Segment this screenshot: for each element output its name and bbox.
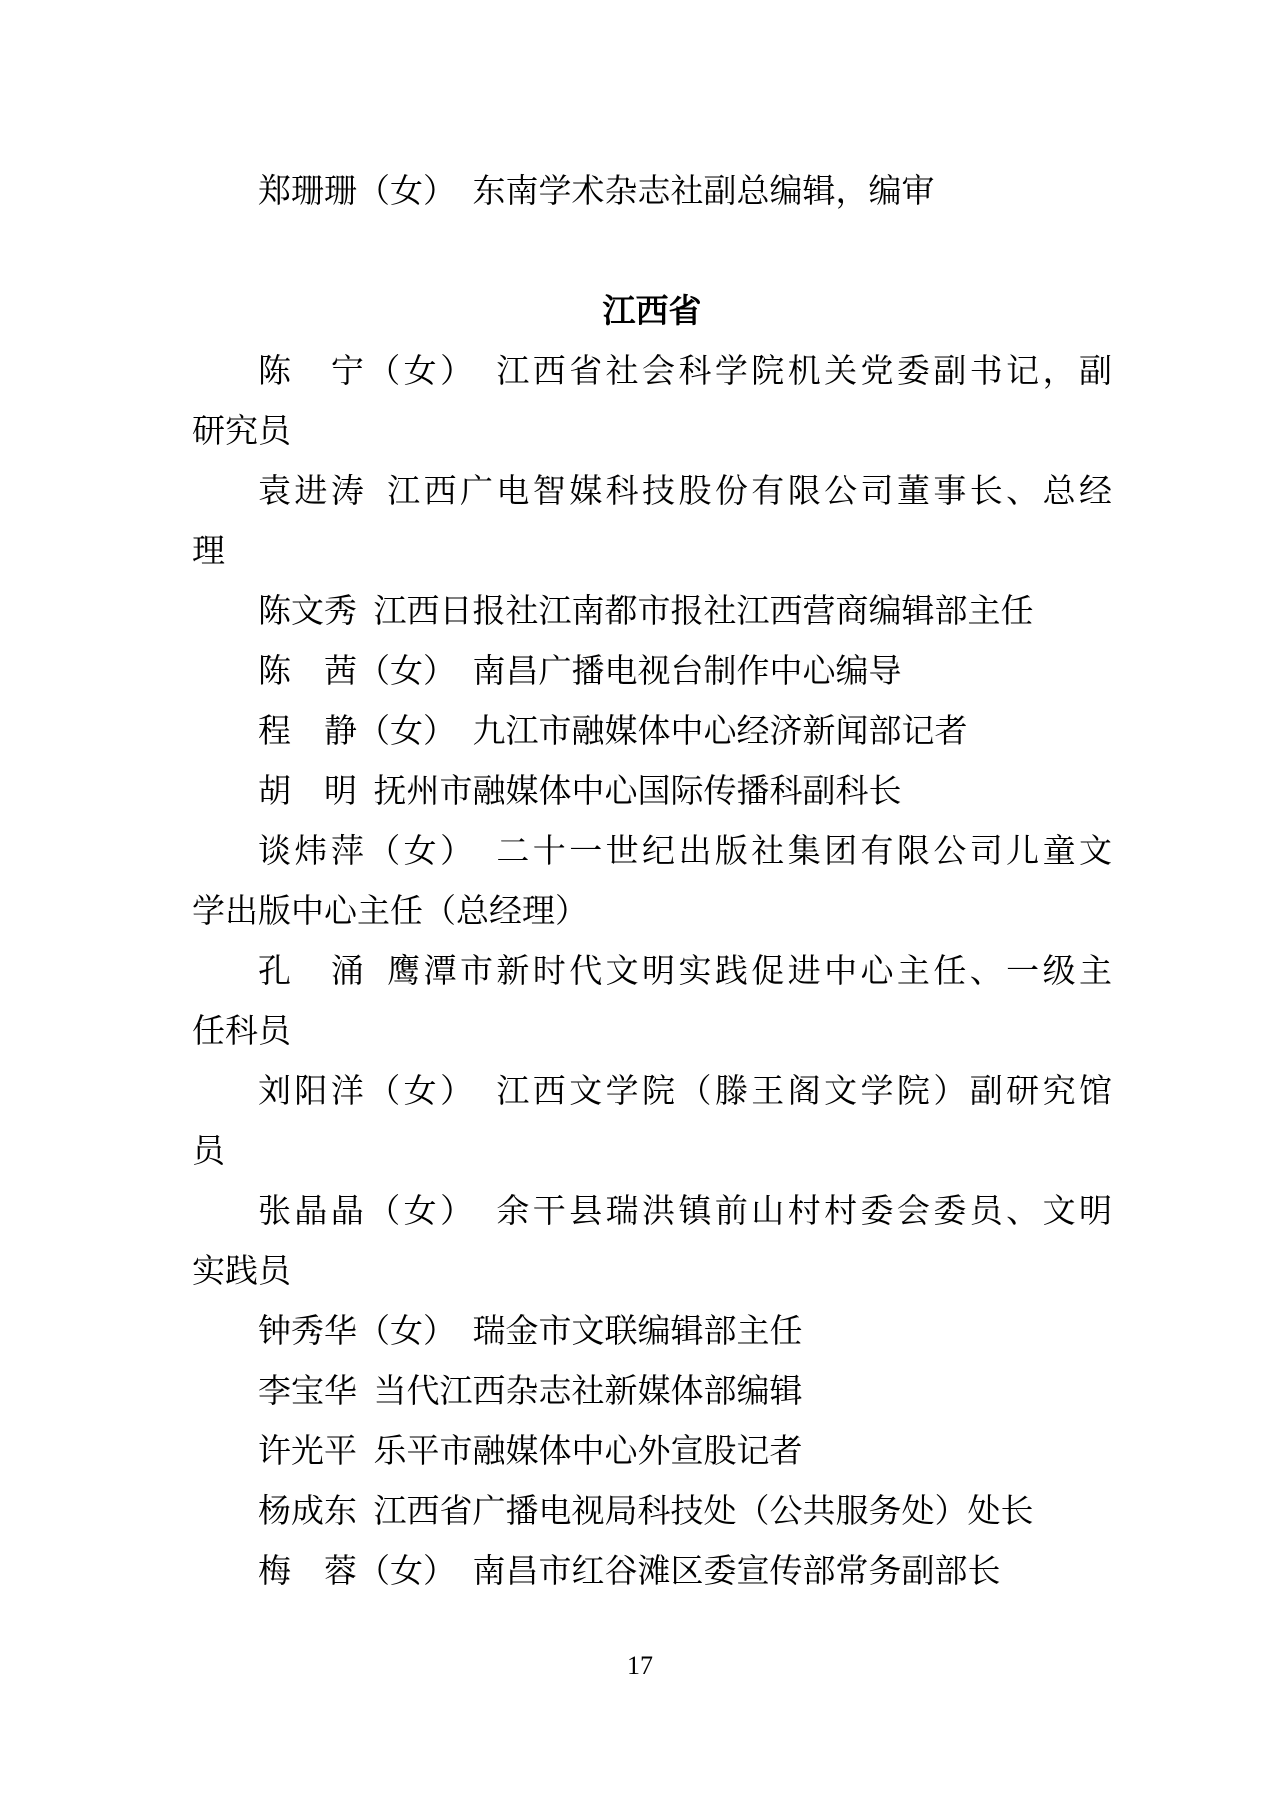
entry-line: 实践员 [192, 1252, 291, 1289]
entry-line: 杨成东 江西省广播电视局科技处（公共服务处）处长 [258, 1492, 1034, 1529]
page-number: 17 [627, 1651, 653, 1680]
entry-line: 胡 明 抚州市融媒体中心国际传播科副科长 [258, 772, 902, 809]
entry-line: 郑珊珊（女） 东南学术杂志社副总编辑，编审 [258, 172, 935, 209]
section-heading: 江西省 [602, 292, 702, 329]
entry-line: 研究员 [192, 412, 291, 449]
entry-line: 孔 涌 鹰潭市新时代文明实践促进中心主任、一级主 [258, 952, 1112, 989]
entry-line: 李宝华 当代江西杂志社新媒体部编辑 [258, 1372, 803, 1409]
entry-line: 刘阳洋（女） 江西文学院（滕王阁文学院）副研究馆 [258, 1072, 1112, 1109]
entry-line: 张晶晶（女） 余干县瑞洪镇前山村村委会委员、文明 [258, 1192, 1112, 1229]
entry-line: 陈 茜（女） 南昌广播电视台制作中心编导 [258, 652, 902, 689]
entry-line: 程 静（女） 九江市融媒体中心经济新闻部记者 [258, 712, 968, 749]
entry-line: 学出版中心主任（总经理） [192, 892, 588, 929]
entry-line: 梅 蓉（女） 南昌市红谷滩区委宣传部常务副部长 [258, 1552, 1001, 1589]
entry-line: 谈炜萍（女） 二十一世纪出版社集团有限公司儿童文 [258, 832, 1112, 869]
entry-line: 任科员 [192, 1012, 291, 1049]
entry-line: 员 [192, 1132, 225, 1169]
entry-line: 钟秀华（女） 瑞金市文联编辑部主任 [258, 1312, 803, 1349]
entry-line: 陈文秀 江西日报社江南都市报社江西营商编辑部主任 [258, 592, 1034, 629]
awardee-list [192, 161, 1112, 1601]
entry-line: 理 [192, 532, 225, 569]
entry-line: 许光平 乐平市融媒体中心外宣股记者 [258, 1432, 803, 1469]
entry-line: 陈 宁（女） 江西省社会科学院机关党委副书记，副 [258, 352, 1112, 389]
entry-line: 袁进涛 江西广电智媒科技股份有限公司董事长、总经 [258, 472, 1112, 509]
